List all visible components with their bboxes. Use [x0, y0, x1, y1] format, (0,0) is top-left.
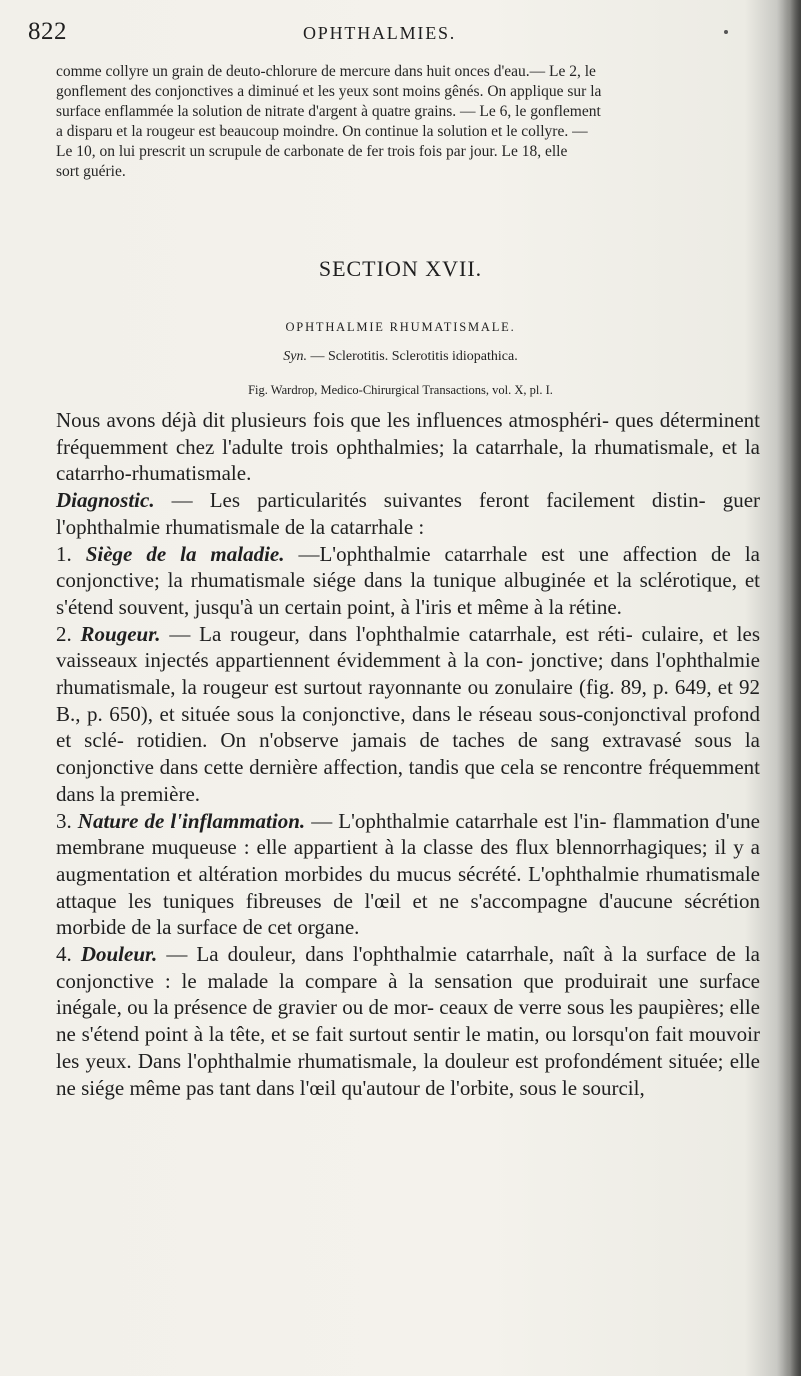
text-line: Nous avons déjà dit plusieurs fois que les influences atmosphéri-	[56, 408, 609, 432]
figure-reference: Fig. Wardrop, Medico-Chirurgical Transactions, vol. X, pl. I.	[248, 383, 553, 397]
item-label: Nature de l'inflammation.	[71, 808, 306, 833]
page-number: 822	[28, 18, 67, 45]
text-line: surface de la conjonctive : le malade la compare à la sensation que	[56, 942, 760, 993]
section-subtitle: OPHTHALMIE RHUMATISMALE.	[285, 320, 516, 334]
text-line: rotidien. On n'observe jamais de taches de sang extravasé sous la	[136, 728, 760, 753]
text-line: de cet organe.	[242, 915, 360, 940]
paragraph-douleur	[56, 941, 760, 1101]
intro-line-3: surface enflammée la solution de nitrate d'argent à quatre grains. — Le 6, le gonflement	[56, 103, 601, 120]
item-number: 3.	[56, 808, 72, 833]
text-line: — Les particularités suivantes feront facilement distin-	[154, 488, 706, 513]
item-number: 2.	[56, 621, 72, 646]
text-line: de la conjonctive; la rhumatismale siége dans la tunique albuginée et	[56, 541, 760, 593]
text-line: rayonnante ou zonulaire (fig. 89, p. 649, et 92 B., p. 650), et située	[56, 675, 760, 726]
text-line: la sclérotique, et s'étend souvent, jusqu'à un certain point, à l'iris et	[56, 568, 760, 619]
item-label: Siège de la maladie.	[71, 541, 285, 566]
text-line: de l'œil et ne s'accompagne d'aucune sécrétion morbide de la surface	[56, 888, 761, 940]
text-line: — La douleur, dans l'ophthalmie catarrhale, naît à la	[157, 942, 638, 967]
text-line: culaire, et les vaisseaux injectés appartiennent évidemment à la con-	[56, 621, 761, 673]
page-edge-shadow	[783, 0, 801, 1376]
intro-line-5: Le 10, on lui prescrit un scrupule de carbonate de fer trois fois par jour. Le 18, elle	[56, 143, 568, 160]
text-line: jonctive; dans l'ophthalmie rhumatismale, la rougeur est surtout	[56, 648, 761, 700]
text-line: fait surtout sentir le matin, ou lorsqu'on fait mouvoir les yeux. Dans	[56, 1022, 760, 1073]
intro-line-4: a disparu et la rougeur est beaucoup moindre. On continue la solution et le collyre. —	[56, 123, 588, 140]
item-label: Douleur.	[71, 942, 158, 967]
main-text	[56, 407, 760, 1101]
section-title: SECTION XVII.	[318, 256, 483, 281]
intro-line-2: gonflement des conjonctives a diminué et les yeux sont moins gênés. On applique sur la	[56, 83, 602, 100]
paragraph-nature	[56, 808, 760, 942]
text-line: fréquemment dans la première.	[56, 755, 761, 806]
text-line: ne siége même pas tant dans l'œil qu'autour de l'orbite, sous le sourcil,	[56, 1075, 645, 1100]
text-line: conjonctive dans cette dernière affection, tandis que cela se rencontre	[56, 755, 643, 780]
item-label: Rougeur.	[71, 621, 161, 646]
synonyms-text: — Sclerotitis. Sclerotitis idiopathica.	[306, 349, 518, 364]
synonyms-label: Syn.	[283, 349, 307, 364]
intro-line-6: sort guérie.	[56, 163, 126, 180]
text-line: l'ophthalmie rhumatismale, la douleur est profondément située; elle	[187, 1048, 761, 1073]
paragraph-1	[56, 407, 760, 487]
text-line: flux blennorrhagiques; il y a augmentation et altération morbides du	[56, 835, 760, 886]
text-line: guer l'ophthalmie rhumatismale de la catarrhale :	[56, 488, 761, 539]
text-line: flammation d'une membrane muqueuse : elle appartient à la classe des	[56, 808, 761, 860]
text-line: catarrhale, la rhumatismale, et la catarrho-rhumatismale.	[56, 434, 760, 486]
text-line: produirait une surface inégale, ou la présence de gravier ou de mor-	[56, 968, 760, 1020]
running-head: OPHTHALMIES.	[303, 23, 457, 43]
text-line: sous la conjonctive, dans le réseau sous-conjonctival profond et sclé-	[56, 701, 761, 753]
diagnostic-label: Diagnostic.	[56, 488, 155, 513]
item-number: 1.	[56, 541, 72, 566]
text-line: mucus sécrété. L'ophthalmie rhumatismale attaque les tuniques fibreuses	[56, 861, 760, 913]
paragraph-siege	[56, 541, 760, 621]
intro-line-1: comme collyre un grain de deuto-chlorure de mercure dans huit onces d'eau.— Le 2, le	[56, 63, 596, 80]
text-line: —L'ophthalmie catarrhale est une affection	[284, 541, 698, 566]
paragraph-diagnostic	[56, 487, 760, 540]
text-line: — L'ophthalmie catarrhale est l'in-	[305, 808, 607, 833]
text-line: ques déterminent fréquemment chez l'adulte trois ophthalmies; la	[56, 408, 760, 459]
text-line: même à la rétine.	[477, 594, 622, 619]
synonyms-line	[0, 349, 801, 365]
text-line: ceaux de verre sous les paupières; elle ne s'étend point à la tête, et se	[56, 995, 760, 1047]
print-dot	[724, 30, 728, 34]
paragraph-rougeur	[56, 621, 760, 808]
item-number: 4.	[56, 942, 72, 967]
text-line: — La rougeur, dans l'ophthalmie catarrhale, est réti-	[160, 621, 633, 646]
